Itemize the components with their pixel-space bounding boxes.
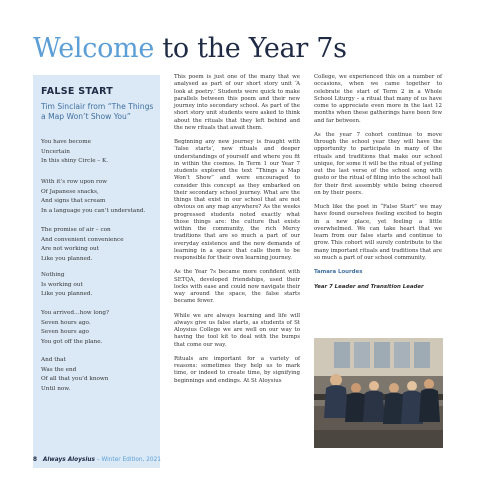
poem-line: You arrived…how long? bbox=[41, 310, 110, 316]
poem-stanza bbox=[41, 356, 159, 394]
poem-line: With it’s row upon row bbox=[41, 179, 107, 185]
poem-stanza bbox=[41, 226, 159, 264]
poem-sidebar bbox=[33, 75, 160, 468]
edition-label: – Winter Edition, 2021 bbox=[96, 457, 161, 463]
students-photo-illustration bbox=[314, 338, 443, 448]
poem-line: And convenient convenience bbox=[41, 236, 124, 243]
poem-stanza bbox=[41, 178, 159, 216]
poem-line: Like you planned. bbox=[41, 291, 93, 297]
poem-line: Seven hours ago bbox=[41, 329, 89, 335]
paragraph: Beginning any new journey is fraught with ‘false starts’, new rituals and deeper understandings of yourself and where you fit in within the cosmos. In Term 1 our Year 7 students explored the text “Things a Map Won’t Show” and were encouraged to consider this concept as they embarked on their secondary school journey. What are the things that exist in our school that are not obvious on any map anywhere? As the weeks progressed students noted exactly what those things are: the culture that exists within the community, the rich Mercy traditions that are so much a part of our everyday existence and the new demands of learning in a space that calls them to be responsible for their own learning journey. bbox=[174, 139, 300, 261]
poem-line: Of all that you’d known bbox=[41, 376, 109, 382]
paragraph: This poem is just one of the many that we analysed as part of our short story unit ‘A look at poetry.’ Students were quick to make parallels between this poem and their new journey into secondary school. As part of the short story unit students were asked to think about the rituals that they left behind and the new rituals that await them. bbox=[174, 74, 300, 131]
paragraph: Much like the poet in “False Start” we may have found ourselves feeling excited to begin in a new place, yet feeling a little overwhelmed. We can take heart that we learn from our false starts and continue to grow. This cohort will surely contribute to the many important rituals and traditions that are so much a part of our school community. bbox=[314, 204, 442, 261]
poem-stanza bbox=[41, 271, 159, 300]
poem-line: Until now. bbox=[41, 385, 71, 392]
poem-stanza bbox=[41, 309, 159, 347]
sidebar-heading: FALSE START bbox=[41, 86, 114, 97]
author-role: Year 7 Leader and Transition Leader bbox=[314, 283, 424, 290]
author-name: Tamara Lourdes bbox=[314, 269, 363, 275]
paragraph: As the year 7 cohort continue to move through the school year they will have the opportunity to participate in many of the rituals and traditions that make our school unique, for some it will be the ritual of yelling out the last verse of the school song with gusto or the ritual of filing into the school hall for their first assembly while being cheered on by their peers. bbox=[314, 131, 442, 196]
paragraph: As the Year 7s became more confident with SETQA, developed friendships, used their locks with ease and could now navigate their way around the space, the false starts became fewer. bbox=[174, 269, 300, 305]
page-footer bbox=[33, 457, 161, 463]
poem-line: Are not working out bbox=[41, 246, 99, 252]
paragraph: College, we experienced this on a number of occasions, when we came together to celebrate the start of Term 2 in a Whole School Liturgy – a ritual that many of us have come to appreciate even more in the last 12 months when these gatherings have been few and far between. bbox=[314, 74, 442, 124]
poem-line: Is working out bbox=[41, 281, 83, 288]
poem-line: Uncertain bbox=[41, 148, 70, 155]
poem-line: And that bbox=[41, 357, 66, 363]
poem-line: Nothing bbox=[41, 272, 65, 278]
poem-line: You got off the plane. bbox=[41, 338, 103, 345]
paragraph: Rituals are important for a variety of reasons: sometimes they help us to mark time, or indeed to create time, by signifying beginnings and endings. At St Aloysius bbox=[174, 355, 300, 384]
publication-name: Always Aloysius bbox=[42, 457, 95, 463]
page-title bbox=[33, 33, 347, 65]
poem-line: Seven hours ago. bbox=[41, 319, 91, 326]
poem-stanza bbox=[41, 138, 159, 167]
poem-line: Like you planned. bbox=[41, 255, 93, 262]
title-highlight: Welcome bbox=[33, 33, 155, 64]
article-column-1 bbox=[174, 74, 300, 392]
poem-line: And signs that scream bbox=[41, 198, 106, 204]
poem-line: The promise of air – con bbox=[41, 227, 111, 233]
poem-line: You have become bbox=[41, 139, 91, 145]
title-rest: to the Year 7s bbox=[154, 33, 347, 64]
paragraph: While we are always learning and life will always give us false starts, as students of St Aloysius College we are well on our way to having the tool kit to deal with the bumps that come our way. bbox=[174, 312, 300, 348]
sidebar-subheading: Tim Sinclair from “The Things a Map Won’t Show You” bbox=[41, 102, 154, 121]
page-number: 8 bbox=[33, 457, 38, 463]
poem-line: Of Japanese snacks, bbox=[41, 188, 99, 195]
article-column-2 bbox=[314, 74, 442, 298]
poem-line: In a language you can’t understand. bbox=[41, 207, 146, 214]
students-photo bbox=[314, 338, 443, 448]
poem-line: Was the end bbox=[41, 366, 77, 373]
poem-line: In this shiny Circle – K. bbox=[41, 158, 109, 164]
